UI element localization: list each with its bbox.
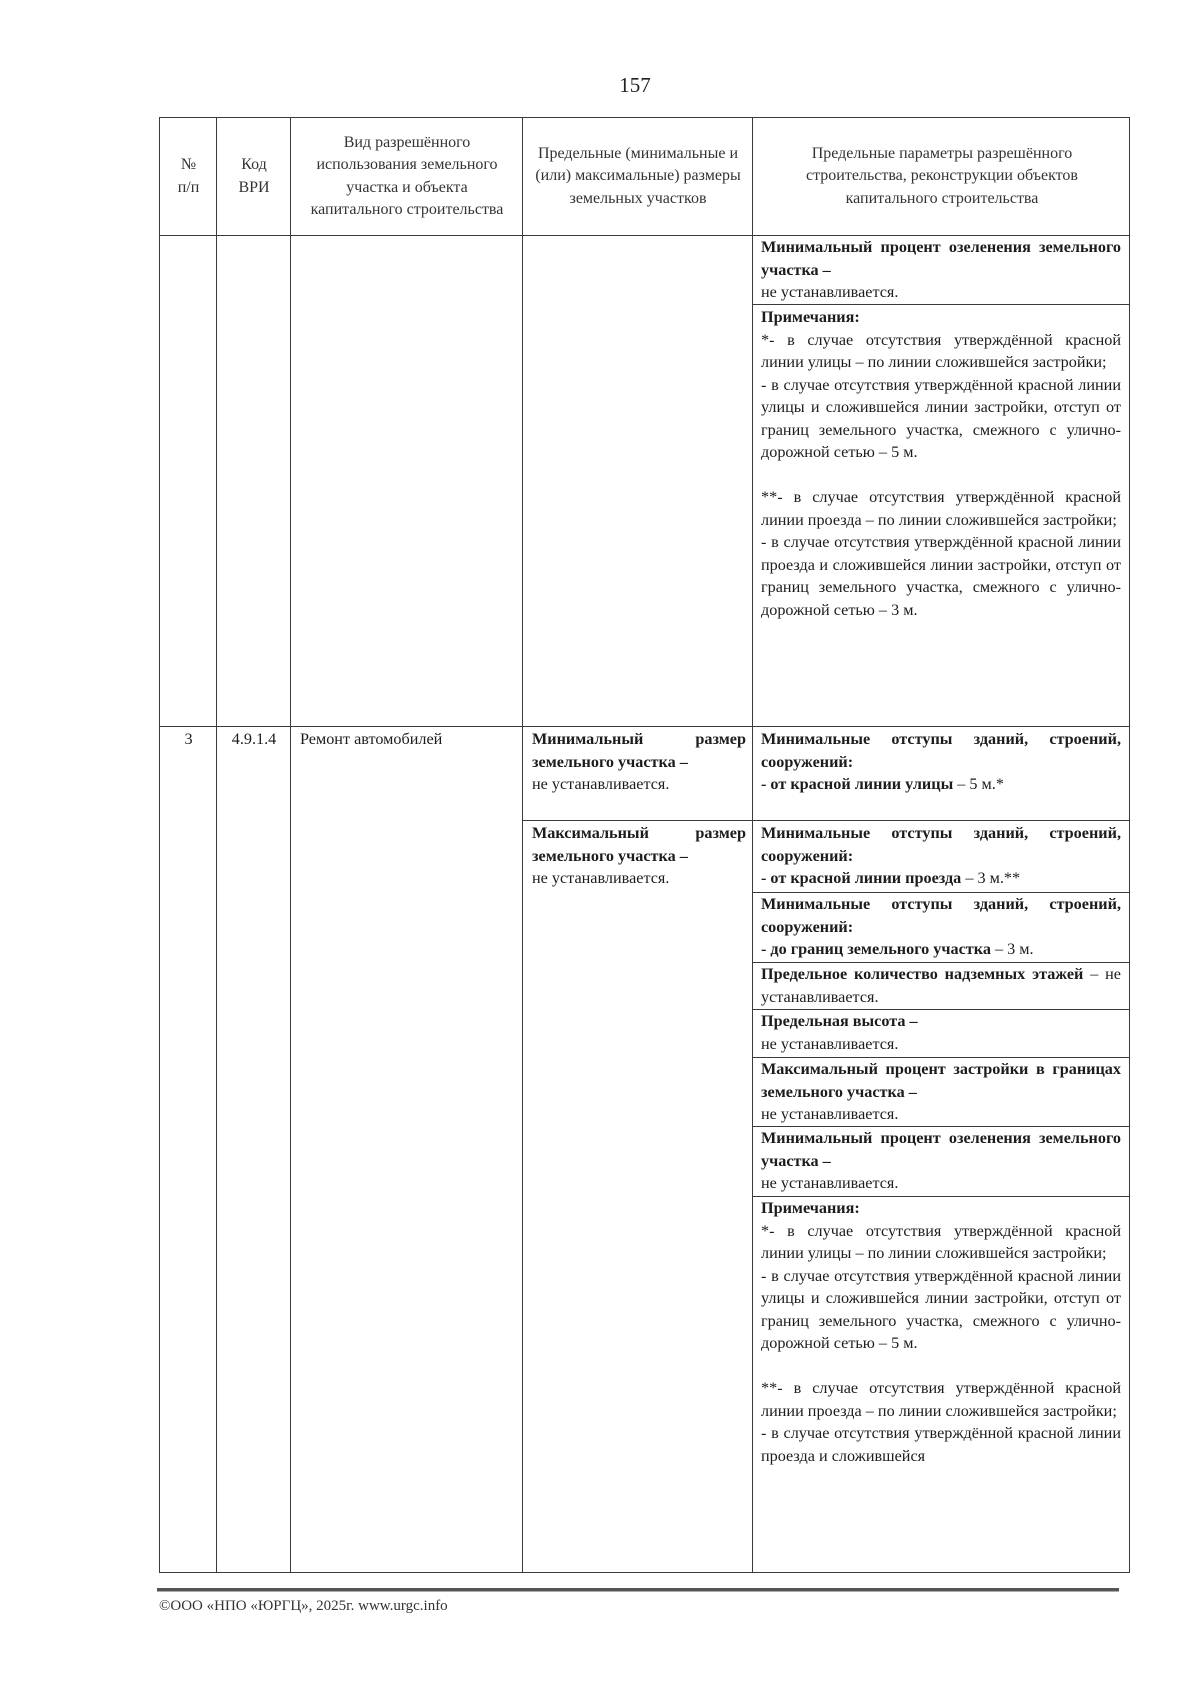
continued-note-1: *- в случае отсутствия утверждённой красной линии улицы – по линии сложившейся застройки; — [761, 330, 1121, 371]
table-col-divider — [522, 117, 523, 1573]
continued-notes-title: Примечания: — [761, 308, 860, 326]
height-cell — [761, 1010, 1121, 1055]
note-3: **- в случае отсутствия утверждённой красной линии проезда – по линии сложившейся застройки; — [761, 1379, 1121, 1420]
page-number: 157 — [619, 73, 651, 97]
row3-permitted-use: Ремонт автомобилей — [300, 730, 443, 748]
row3-code: 4.9.1.4 — [231, 730, 277, 748]
header-plot-sizes: Предельные (минимальные и (или) максимальные) размеры земельных участков — [535, 144, 741, 207]
header-code: Код ВРИ — [238, 156, 270, 196]
row3-min-size-cell — [532, 728, 746, 796]
setback-street-value: – 5 м.* — [953, 775, 1004, 793]
greening-label: Минимальный процент озеленения земельного участка – — [761, 1129, 1121, 1170]
continued-greening-value: не устанавливается. — [761, 283, 899, 301]
continued-greening-label: Минимальный процент озеленения земельного участка – — [761, 238, 1121, 279]
setback-passage-cell — [761, 822, 1121, 890]
min-size-value: не устанавливается. — [532, 775, 670, 793]
continued-note-2: - в случае отсутствия утверждённой красной линии улицы и сложившейся линии застройки, отступ от границ земельного участка, смежного с улично-дорожной сетью – 5 м. — [761, 375, 1121, 461]
table-border-right — [1129, 117, 1130, 1573]
setback-street-label: Минимальные отступы зданий, строений, сооружений: — [761, 730, 1121, 771]
note-2: - в случае отсутствия утверждённой красной линии улицы и сложившейся линии застройки, отступ от границ земельного участка, смежного с улично-дорожной сетью – 5 м. — [761, 1266, 1121, 1352]
row3-max-size-cell — [532, 822, 746, 890]
setback-passage-target: - от красной линии проезда — [761, 869, 962, 887]
setback-border-label: Минимальные отступы зданий, строений, сооружений: — [761, 895, 1121, 936]
greening-cell — [761, 1127, 1121, 1195]
setback-street-cell — [761, 728, 1121, 796]
coverage-label: Максимальный процент застройки в границах земельного участка – — [761, 1060, 1121, 1101]
table-border-left — [159, 117, 160, 1573]
table-col-divider — [290, 117, 291, 1573]
max-size-value: не устанавливается. — [532, 869, 670, 887]
footer-divider — [157, 1588, 1119, 1592]
table-border-bottom — [159, 1572, 1130, 1573]
setback-border-cell — [761, 893, 1121, 961]
max-size-label: Максимальный размер земельного участка – — [532, 824, 746, 865]
table-col-divider — [216, 117, 217, 1573]
footer-copyright: ©ООО «НПО «ЮРГЦ», 2025г. www.urgc.info — [159, 1598, 448, 1614]
continued-note-3: **- в случае отсутствия утверждённой красной линии проезда – по линии сложившейся застройки; — [761, 488, 1121, 529]
setback-passage-value: – 3 м.** — [961, 869, 1021, 887]
setback-border-value: – 3 м. — [990, 940, 1034, 958]
row3-num: 3 — [184, 730, 193, 748]
floors-cell — [761, 963, 1121, 1008]
height-value: не устанавливается. — [761, 1034, 899, 1053]
greening-value: не устанавливается. — [761, 1174, 899, 1192]
setback-street-target: - от красной линии улицы — [761, 775, 954, 793]
floors-value: – не устанавливается. — [761, 965, 1121, 1006]
min-size-label: Минимальный размер земельного участка – — [532, 730, 746, 771]
coverage-value: не устанавливается. — [761, 1105, 899, 1123]
header-construction-params: Предельные параметры разрешённого строительства, реконструкции объектов капитального строительства — [806, 144, 1078, 207]
continued-notes-cell — [761, 306, 1121, 621]
coverage-cell — [761, 1058, 1121, 1126]
note-1: *- в случае отсутствия утверждённой красной линии улицы – по линии сложившейся застройки; — [761, 1221, 1121, 1262]
regulations-table — [159, 117, 1131, 1573]
height-label: Предельная высота – — [761, 1012, 918, 1030]
notes-cell — [761, 1197, 1121, 1467]
header-num: № п/п — [177, 156, 200, 196]
note-4: - в случае отсутствия утверждённой красной линии проезда и сложившейся — [761, 1424, 1121, 1465]
setback-passage-label: Минимальные отступы зданий, строений, сооружений: — [761, 824, 1121, 865]
notes-title: Примечания: — [761, 1199, 860, 1217]
table-col-divider — [752, 117, 753, 1573]
floors-label: Предельное количество надземных этажей — [761, 965, 1084, 983]
setback-border-target: - до границ земельного участка — [761, 940, 991, 958]
header-permitted-use: Вид разрешённого использования земельного участка и объекта капитального строительства — [310, 133, 504, 218]
continued-greening-cell — [761, 236, 1121, 304]
continued-note-4: - в случае отсутствия утверждённой красной линии проезда и сложившейся линии застройки, отступ от границ земельного участка, смежного с улично-дорожной сетью – 3 м. — [761, 533, 1121, 619]
